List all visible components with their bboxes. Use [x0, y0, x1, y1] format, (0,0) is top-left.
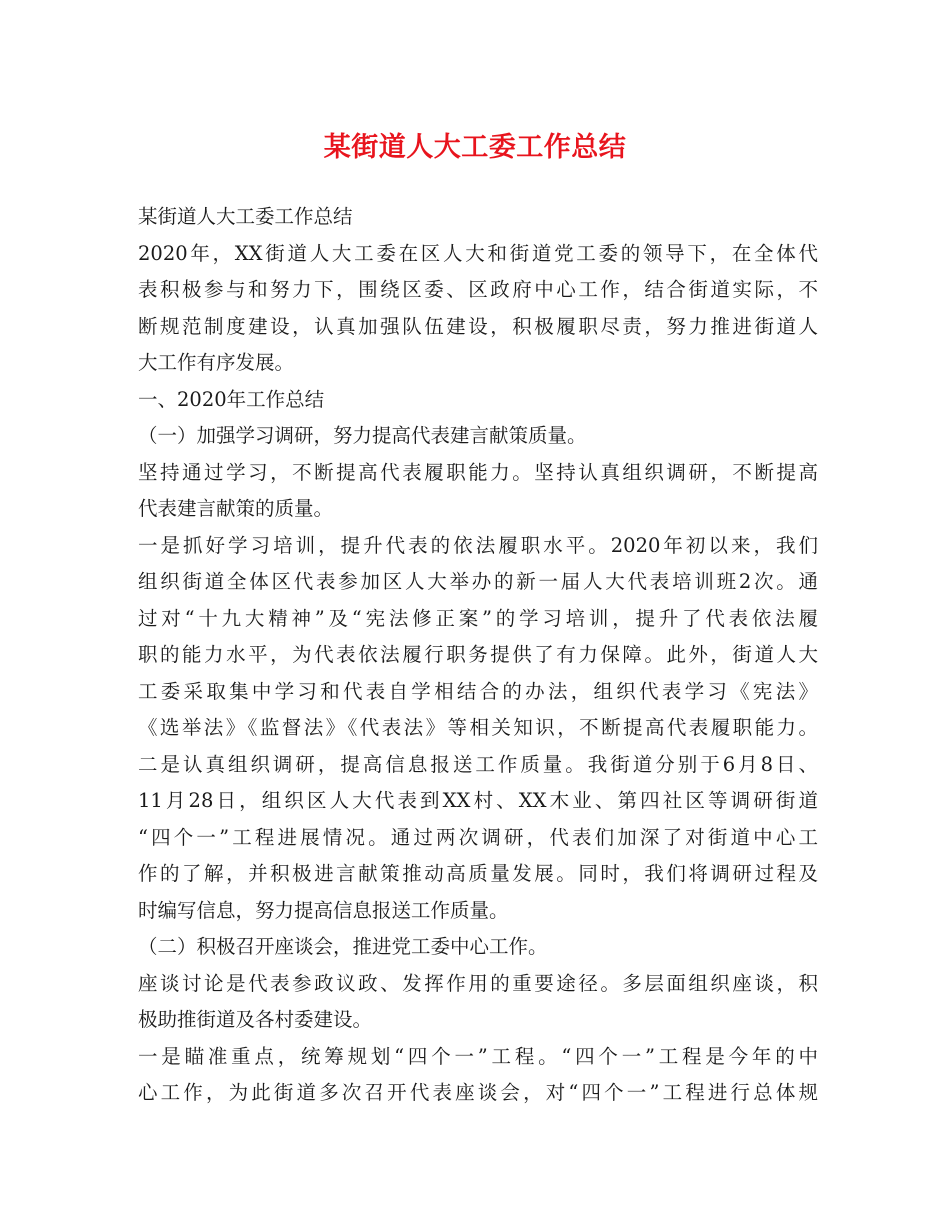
body-line: 大工作有序发展。 [138, 351, 295, 374]
body-line: 某街道人大工委工作总结 [138, 205, 353, 228]
body-line: （二）积极召开座谈会，推进党工委中心工作。 [138, 935, 548, 958]
body-line: （一）加强学习调研，努力提高代表建言献策质量。 [138, 424, 587, 447]
body-line: 断规范制度建设，认真加强队伍建设，积极履职尽责，努力推进街道人 [138, 314, 818, 338]
body-line: 一是抓好学习培训，提升代表的依法履职水平。2020年初以来，我们 [138, 533, 818, 557]
document-title: 某街道人大工委工作总结 [323, 132, 627, 163]
body-line: 心工作，为此街道多次召开代表座谈会，对“四个一”工程进行总体规 [138, 1081, 818, 1104]
body-line: 二是认真组织调研，提高信息报送工作质量。我街道分别于6月8日、 [138, 752, 818, 776]
body-line: “四个一”工程进展情况。通过两次调研，代表们加深了对街道中心工 [138, 825, 818, 849]
body-line: 一、2020年工作总结 [138, 387, 325, 411]
body-line: 作的了解，并积极进言献策推动高质量发展。同时，我们将调研过程及 [138, 862, 818, 885]
body-line: 11月28日，组织区人大代表到XX村、XX木业、第四社区等调研街道 [138, 789, 818, 812]
body-line: 职的能力水平，为代表依法履行职务提供了有力保障。此外，街道人大 [138, 643, 818, 666]
document-body [138, 199, 818, 1112]
body-line: 组织街道全体区代表参加区人大举办的新一届人大代表培训班2次。通 [138, 570, 818, 593]
body-line: 时编写信息，努力提高信息报送工作质量。 [138, 898, 509, 922]
body-line: 工委采取集中学习和代表自学相结合的办法，组织代表学习《宪法》 [138, 679, 818, 703]
body-line: 代表建言献策的质量。 [138, 497, 334, 520]
body-line: 《选举法》《监督法》《代表法》等相关知识，不断提高代表履职能力。 [138, 716, 818, 739]
body-line: 一是瞄准重点，统筹规划“四个一”工程。“四个一”工程是今年的中 [138, 1044, 818, 1068]
body-line: 坚持通过学习，不断提高代表履职能力。坚持认真组织调研，不断提高 [138, 460, 818, 484]
body-line: 2020年，XX街道人大工委在区人大和街道党工委的领导下，在全体代 [138, 241, 818, 265]
body-line: 极助推街道及各村委建设。 [138, 1008, 373, 1031]
body-line: 表积极参与和努力下，围绕区委、区政府中心工作，结合街道实际，不 [138, 278, 818, 301]
body-line: 过对“十九大精神”及“宪法修正案”的学习培训，提升了代表依法履 [138, 606, 818, 630]
body-line: 座谈讨论是代表参政议政、发挥作用的重要途径。多层面组织座谈，积 [138, 971, 818, 995]
